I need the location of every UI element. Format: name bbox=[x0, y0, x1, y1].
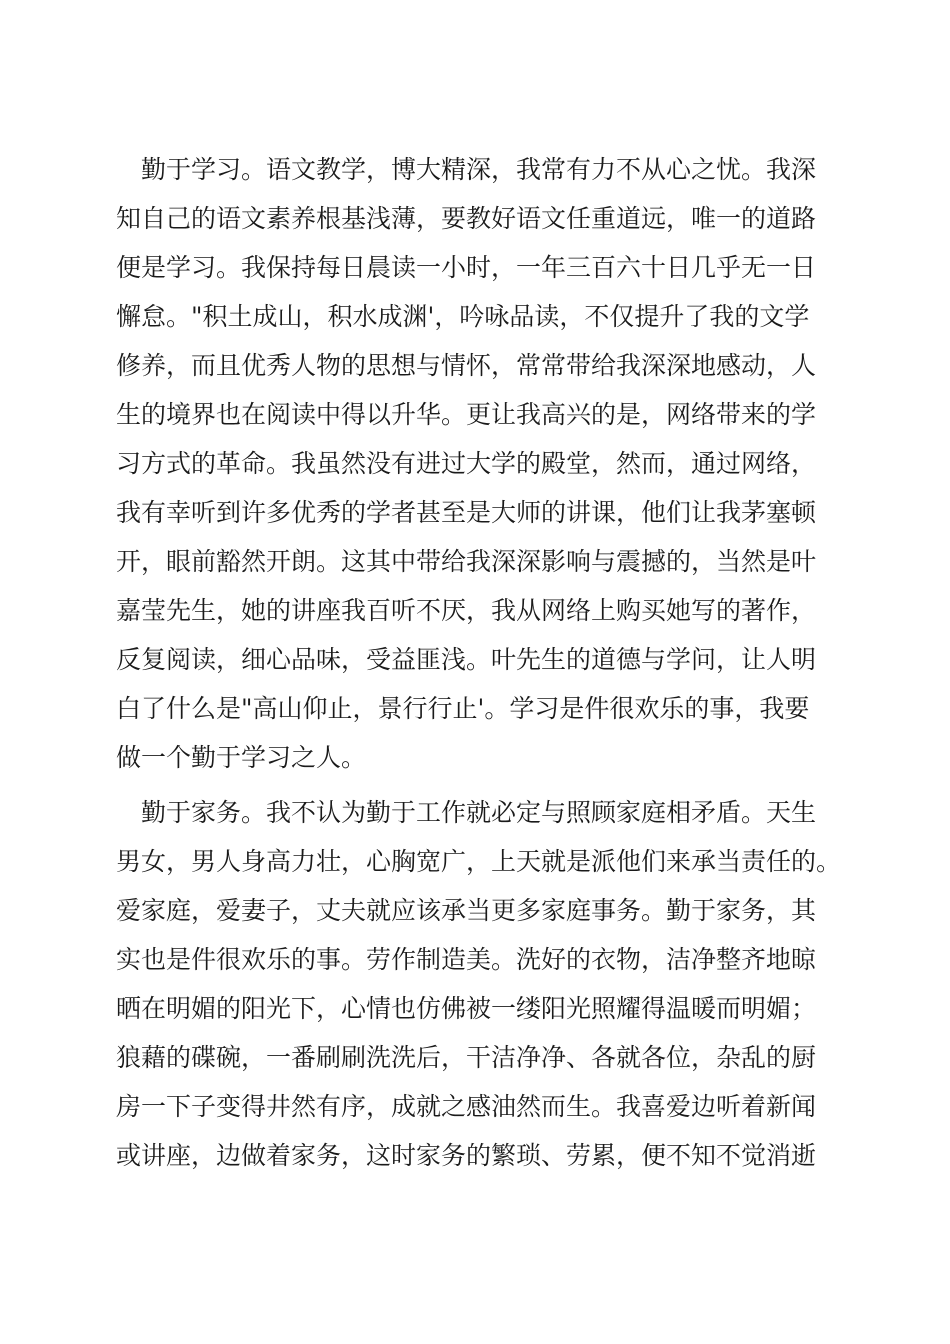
paragraph-line: 习方式的革命。我虽然没有进过大学的殿堂，然而，通过网络， bbox=[116, 449, 817, 478]
paragraph-line: 爱家庭，爱妻子，丈夫就应该承当更多家庭事务。勤于家务，其 bbox=[116, 896, 817, 925]
paragraph-line: 反复阅读，细心品味，受益匪浅。叶先生的道德与学问，让人明 bbox=[116, 645, 817, 674]
paragraph-line: 勤于家务。我不认为勤于工作就必定与照顾家庭相矛盾。天生 bbox=[141, 798, 817, 827]
paragraph-line: 便是学习。我保持每日晨读一小时，一年三百六十日几乎无一日 bbox=[116, 253, 817, 282]
paragraph-line: 白了什么是"高山仰止，景行行止'。学习是件很欢乐的事，我要 bbox=[116, 694, 810, 723]
paragraph-line: 狼藉的碟碗，一番刷刷洗洗后，干洁净净、各就各位，杂乱的厨 bbox=[116, 1043, 817, 1072]
paragraph-line: 懈怠。"积土成山，积水成渊'，吟咏品读，不仅提升了我的文学 bbox=[116, 302, 810, 331]
paragraph-line: 嘉莹先生，她的讲座我百听不厌，我从网络上购买她写的著作， bbox=[116, 596, 817, 625]
paragraph-line: 做一个勤于学习之人。 bbox=[116, 743, 367, 772]
paragraph-line: 开，眼前豁然开朗。这其中带给我深深影响与震撼的，当然是叶 bbox=[116, 547, 817, 576]
paragraph-line: 房一下子变得井然有序，成就之感油然而生。我喜爱边听着新闻 bbox=[116, 1092, 817, 1121]
paragraph-line: 实也是件很欢乐的事。劳作制造美。洗好的衣物，洁净整齐地晾 bbox=[116, 945, 817, 974]
paragraph-line: 我有幸听到许多优秀的学者甚至是大师的讲课，他们让我茅塞顿 bbox=[116, 498, 817, 527]
paragraph-line: 生的境界也在阅读中得以升华。更让我高兴的是，网络带来的学 bbox=[116, 400, 817, 429]
paragraph-line: 男女，男人身高力壮，心胸宽广，上天就是派他们来承当责任的。 bbox=[116, 847, 842, 876]
paragraph-line: 修养，而且优秀人物的思想与情怀，常常带给我深深地感动，人 bbox=[116, 351, 817, 380]
paragraph-line: 或讲座，边做着家务，这时家务的繁琐、劳累，便不知不觉消逝 bbox=[116, 1141, 817, 1170]
paragraph-line: 晒在明媚的阳光下，心情也仿佛被一缕阳光照耀得温暖而明媚； bbox=[116, 994, 817, 1023]
paragraph-line: 勤于学习。语文教学，博大精深，我常有力不从心之忧。我深 bbox=[141, 155, 817, 184]
paragraph-line: 知自己的语文素养根基浅薄，要教好语文任重道远，唯一的道路 bbox=[116, 204, 817, 233]
